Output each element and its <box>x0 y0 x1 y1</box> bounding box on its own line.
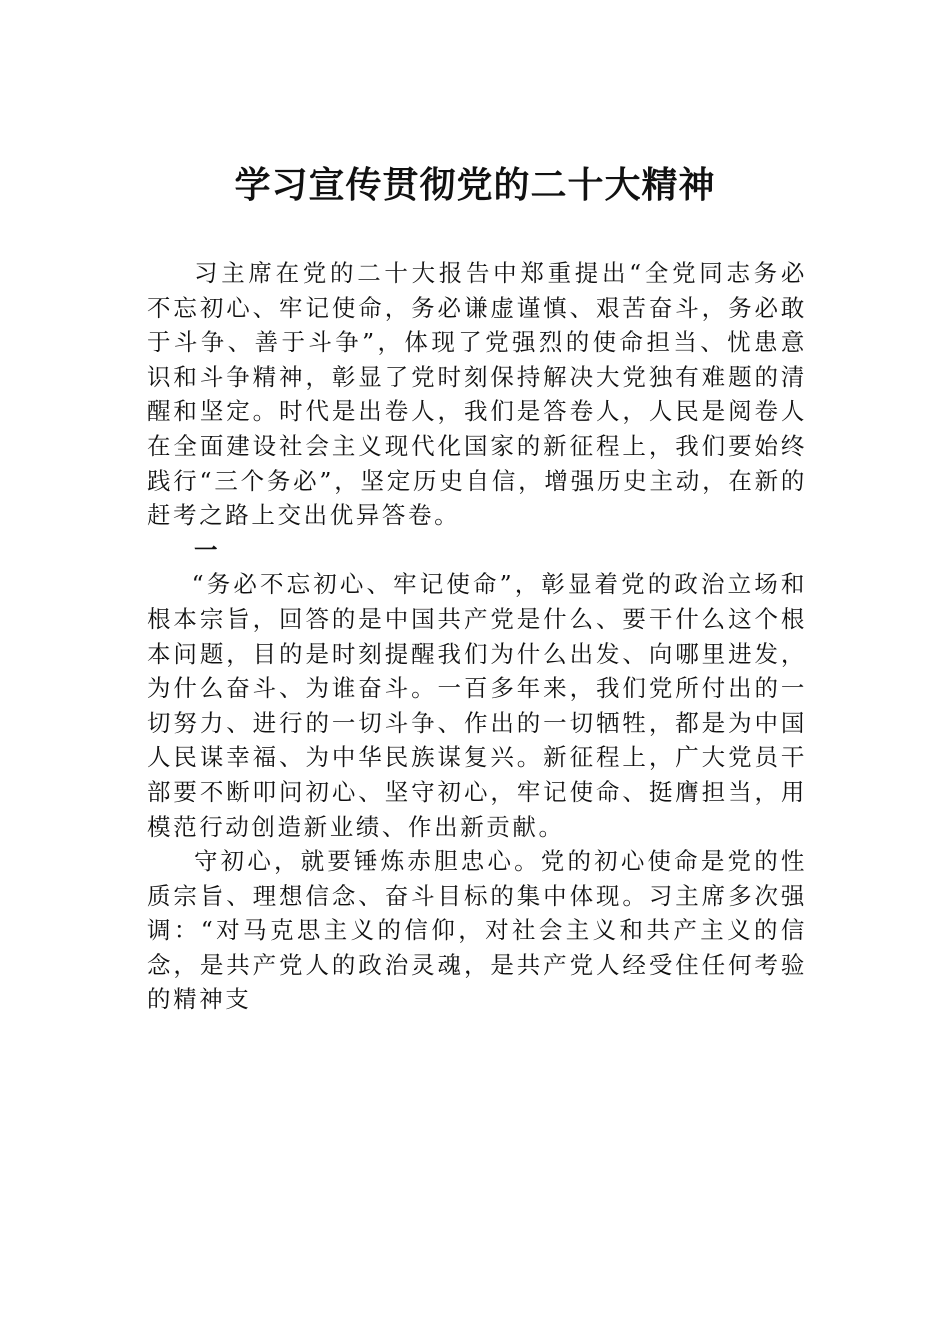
section-number: 一 <box>194 535 221 564</box>
section-paragraph: “务必不忘初心、牢记使命”，彰显着党的政治立场和根本宗旨，回答的是中国共产党是什么、要干什么这个根本问题，目的是时刻提醒我们为什么出发、向哪里进发，为什么奋斗、为谁奋斗。一百多年来，我们党所付出的一切努力、进行的一切斗争、作出的一切牺牲，都是为中国人民谋幸福、为中华民族谋复兴。新征程上，广大党员干部要不断叩问初心、坚守初心，牢记使命、挺膺担当，用模范行动创造新业绩、作出新贡献。 <box>147 570 807 841</box>
document-title: 学习宣传贯彻党的二十大精神 <box>234 164 716 206</box>
intro-paragraph: 习主席在党的二十大报告中郑重提出“全党同志务必不忘初心、牢记使命，务必谦虚谨慎、艰苦奋斗，务必敢于斗争、善于斗争”，体现了党强烈的使命担当、忧患意识和斗争精神，彰显了党时刻保持解决大党独有难题的清醒和坚定。时代是出卷人，我们是答卷人，人民是阅卷人在全面建设社会主义现代化国家的新征程上，我们要始终践行“三个务必”，坚定历史自信，增强历史主动，在新的赶考之路上交出优异答卷。 <box>147 259 807 530</box>
document-body <box>147 256 807 1017</box>
section-paragraph: 守初心，就要锤炼赤胆忠心。党的初心使命是党的性质宗旨、理想信念、奋斗目标的集中体现。习主席多次强调：“对马克思主义的信仰，对社会主义和共产主义的信念，是共产党人的政治灵魂，是共产党人经受住任何考验的精神支 <box>147 847 807 1014</box>
